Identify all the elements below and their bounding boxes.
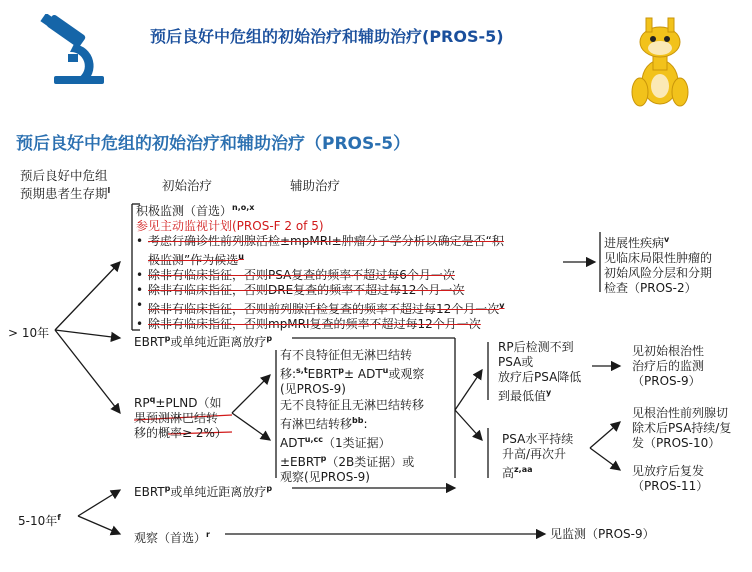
psa-undetectable-outcome: RP后检测不到 PSA或 放疗后PSA降低 到最低值$^y$ [498,340,582,403]
see-rp-failure: 见根治性前列腺切 除术后PSA持续/复 发（PROS-10） [632,406,732,450]
surveillance-title: 积极监测（首选） [136,204,233,218]
header-title: 预后良好中危组的初始治疗和辅助治疗(PROS-5) [150,27,504,46]
progression-outcome: 进展性疾病$^v$ 见临床局限性肿瘤的 初始风险分层和分期 检查（PROS-2） [604,235,713,295]
bullet-psa: • 除非有临床指征，否则PSA复查的频率不超过每6个月一次 [136,268,505,283]
bullet-dre: • 除非有临床指征，否则DRE复查的频率不超过每12个月一次 [136,283,505,298]
rp-plnd-option: $RP^q\pm PLND$（如 果预测淋巴结转 移的概率≥ 2%） [134,395,227,440]
bullet-mpmri: • 除非有临床指征，否则mpMRI复查的频率不超过每12个月一次 [136,317,505,332]
bullet-biopsy: • 考虑行确诊性前列腺活检±mpMRI±肿瘤分子学分析以确定是否“积 [136,234,505,249]
risk-group-header: 预后良好中危组 预期患者生存期$^l$ [20,168,111,202]
surveillance-link[interactable]: 参见主动监视计划(PROS-F 2 of 5) [136,219,324,233]
see-rt-failure: 见放疗后复发 （PROS-11） [632,464,709,493]
active-surveillance-block: 积极监测（首选）$^{n,o,x}$ 参见主动监视计划(PROS-F 2 of 5) • 考虑行确诊性前列腺活检±mpMRI±肿瘤分子学分析以确定是否“积 极监测”作为候选$^u$ • 除非有临床指征，否则PSA复查的频率不超过每6个月一次 • 除非有临床指征，否则DRE复查的频率不超过每12个月一次 • 除非有临床指征，否则前列腺活检复查的频率不超过每12个月一次$^v$ • 除非有临床指征，否则mpMRI复查的频率不超过每12个月一次 [136,200,505,332]
psa-persistent-outcome: PSA水平持续 升高/再次升 高$^{z,aa}$ [502,432,574,480]
lymph-node-option: 无不良特征且无淋巴结转移 有淋巴结转移$^{bb}$: $ADT^{u,cc}(1$类证据） $\pm EBRT^p(2B$类证据）或 观察(见PROS-9) [280,398,425,484]
observation-option: 观察（首选）$^r$ [134,530,210,545]
branch-5-10-years: 5-10年$^f$ [18,513,61,528]
initial-therapy-header: 初始治疗 [162,178,213,193]
section-subtitle: 预后良好中危组的初始治疗和辅助治疗（PROS-5） [16,134,411,154]
see-monitoring: 见初始根治性 治疗后的监测 （PROS-9） [632,344,705,388]
bullet-rebiopsy: • 除非有临床指征，否则前列腺活检复查的频率不超过每12个月一次$^v$ [136,298,505,317]
adjuvant-therapy-header: 辅助治疗 [290,178,341,193]
adverse-features-option: 有不良特征但无淋巴结转 移$:^{s,t}EBRT^p\pm ADT^u$或观察 (见PROS-9) [280,348,425,396]
ebrt-option-2: EBRT$^p$或单纯近距离放疗$^p$ [134,484,273,499]
ebrt-option-1: EBRT$^p$或单纯近距离放疗$^p$ [134,334,273,349]
see-surveillance: 见监测（PROS-9） [550,527,655,541]
branch-over-10-years: > 10年 [8,326,50,340]
